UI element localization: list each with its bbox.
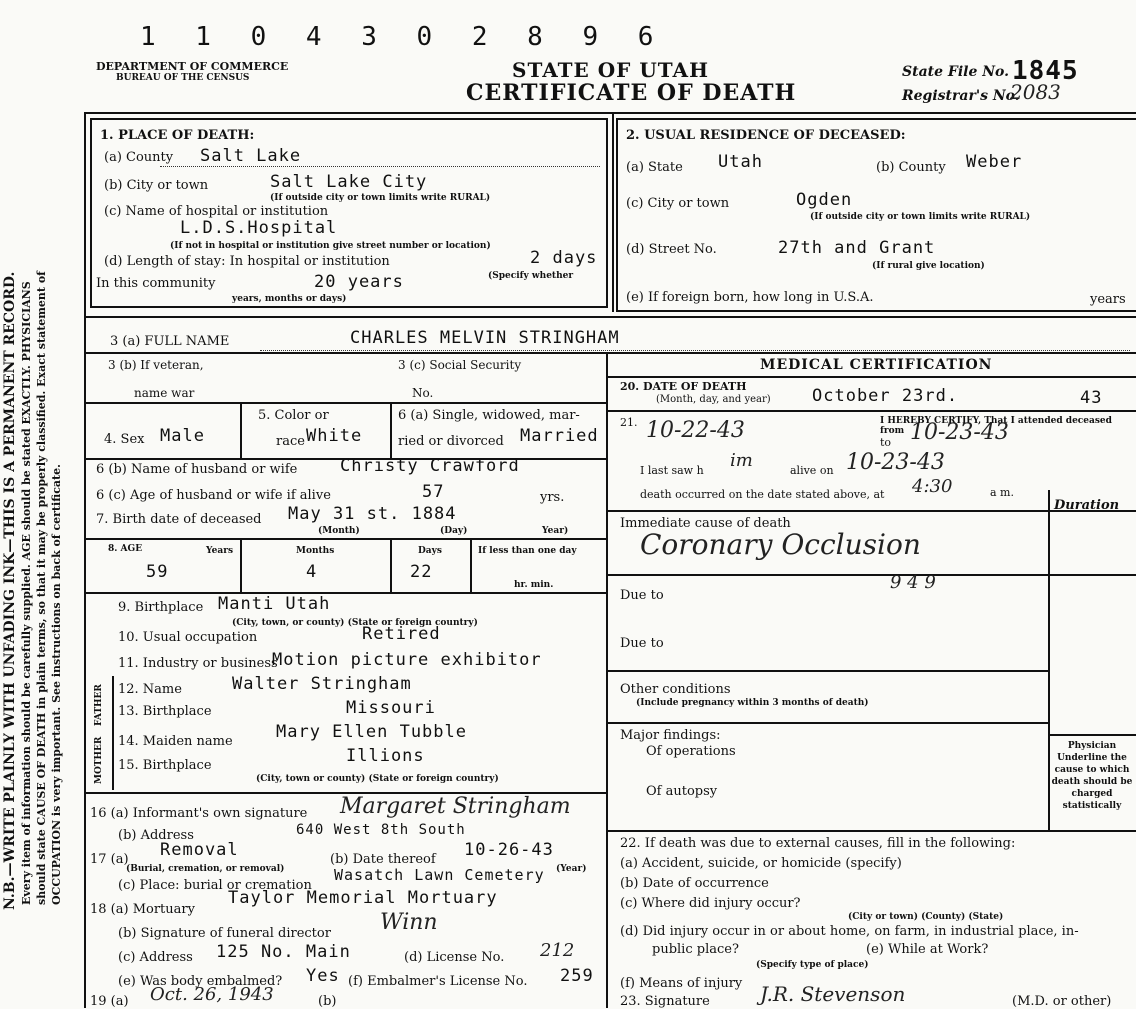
death-county: Salt Lake xyxy=(200,146,302,166)
mother-birthplace: Illions xyxy=(346,746,425,766)
hr-min-label: hr. min. xyxy=(514,580,554,590)
date-thereof-note: (Year) xyxy=(556,864,587,874)
burial-place: Wasatch Lawn Cemetery xyxy=(334,866,545,884)
registrar-number: 2083 xyxy=(1010,80,1061,104)
attended-to: 10-23-43 xyxy=(910,420,1009,445)
embalmer-label: (f) Embalmer's License No. xyxy=(348,974,528,989)
spouse-age-label: 6 (c) Age of husband or wife if alive xyxy=(96,488,331,503)
city-label: (b) City or town xyxy=(104,178,209,193)
divider xyxy=(84,402,606,404)
death-occurred-label: death occurred on the date stated above, at xyxy=(640,488,885,501)
divider xyxy=(470,538,472,592)
spouse-label: 6 (b) Name of husband or wife xyxy=(96,462,298,477)
veteran-label: 3 (b) If veteran, xyxy=(108,358,204,372)
stay-value: 2 days xyxy=(530,248,598,268)
due-note: 9 4 9 xyxy=(890,572,936,593)
mortuary-label: 18 (a) Mortuary xyxy=(90,902,195,917)
last-saw-value: im xyxy=(730,450,753,471)
res-county: Weber xyxy=(966,152,1023,172)
certificate-serial: 1 1 0 4 3 0 2 8 9 6 xyxy=(140,22,666,52)
age-months: 4 xyxy=(306,562,318,582)
license-label: (d) License No. xyxy=(404,950,505,965)
external-causes-label: 22. If death was due to external causes, fill in the following: xyxy=(620,836,1016,851)
filed-label: 19 (a) xyxy=(90,994,129,1009)
divider xyxy=(84,538,606,540)
full-name-label: 3 (a) FULL NAME xyxy=(110,334,230,349)
ymd-note: years, months or days) xyxy=(232,294,347,304)
registrar-label: Registrar's No. xyxy=(902,88,1020,104)
accident-label: (a) Accident, suicide, or homicide (specify) xyxy=(620,856,902,871)
divider xyxy=(606,830,1136,832)
month-note: (Month) xyxy=(318,526,360,536)
divider xyxy=(240,402,242,458)
divider xyxy=(84,592,606,594)
birth-date: May 31 st. 1884 xyxy=(288,504,457,524)
side-note-3: should state CAUSE OF DEATH in plain terms, so that it may be properly classified. Exact statement of xyxy=(35,271,48,905)
field-line xyxy=(260,350,1130,351)
divider xyxy=(112,676,114,790)
res-street-label: (d) Street No. xyxy=(626,242,717,257)
age-years: 59 xyxy=(146,562,169,582)
father-name-label: 12. Name xyxy=(118,682,182,697)
dept-label: DEPARTMENT OF COMMERCE xyxy=(96,60,289,73)
medical-heading: MEDICAL CERTIFICATION xyxy=(760,357,993,373)
divider xyxy=(84,316,1136,318)
spouse-age: 57 xyxy=(422,482,445,502)
side-note-1: N.B.—WRITE PLAINLY WITH UNFADING INK—THIS IS A PERMANENT RECORD. xyxy=(2,271,18,910)
day-note: (Day) xyxy=(440,526,468,536)
means-label: (f) Means of injury xyxy=(620,976,743,991)
community-value: 20 years xyxy=(314,272,404,292)
ssn-no-label: No. xyxy=(412,386,434,400)
divider xyxy=(606,376,1136,378)
sex-value: Male xyxy=(160,426,205,446)
other-conditions-note: (Include pregnancy within 3 months of death) xyxy=(636,698,869,708)
birthplace: Manti Utah xyxy=(218,594,331,614)
res-foreign-label: (e) If foreign born, how long in U.S.A. xyxy=(626,290,874,305)
res-city: Ogden xyxy=(796,190,853,210)
side-note-4: OCCUPATION is very important. See instructions on back of certificate. xyxy=(50,464,63,905)
divider xyxy=(84,352,606,354)
bureau-label: BUREAU OF THE CENSUS xyxy=(116,73,250,83)
race-label: race xyxy=(276,434,305,449)
where-label: (c) Where did injury occur? xyxy=(620,896,801,911)
res-city-note: (If outside city or town limits write RURAL) xyxy=(810,212,1031,222)
director-sig-label: (b) Signature of funeral director xyxy=(118,926,331,941)
burial-value: Removal xyxy=(160,840,239,860)
mother-birthplace-note: (City, town or county) (State or foreign country) xyxy=(256,774,499,784)
county-label: (a) County xyxy=(104,150,174,165)
specify-note: (Specify whether xyxy=(488,271,574,281)
operations-label: Of operations xyxy=(646,744,736,759)
mortuary: Taylor Memorial Mortuary xyxy=(228,888,498,908)
embalmer-number: 259 xyxy=(560,966,594,986)
stay-label: (d) Length of stay: In hospital or institution xyxy=(104,254,390,269)
dod-note: (Month, day, and year) xyxy=(656,394,771,405)
certify-number: 21. xyxy=(620,416,638,429)
dod-label: 20. DATE OF DEATH xyxy=(620,380,747,393)
last-saw-label: I last saw h xyxy=(640,464,704,477)
mother-name-label: 14. Maiden name xyxy=(118,734,233,749)
date-thereof: 10-26-43 xyxy=(464,840,554,860)
hospital-name: L.D.S.Hospital xyxy=(180,218,338,238)
divider xyxy=(240,538,242,592)
other-conditions-label: Other conditions xyxy=(620,682,731,697)
father-side-label: FATHER xyxy=(94,684,104,726)
full-name: CHARLES MELVIN STRINGHAM xyxy=(350,328,620,348)
divider xyxy=(390,538,392,592)
am-pm: a m. xyxy=(990,486,1014,499)
md-label: (M.D. or other) xyxy=(1012,994,1112,1009)
immediate-cause-label: Immediate cause of death xyxy=(620,516,791,531)
license-number: 212 xyxy=(540,940,575,961)
residence-heading: 2. USUAL RESIDENCE OF DECEASED: xyxy=(626,128,906,143)
hospital-note: (If not in hospital or institution give street number or location) xyxy=(170,241,491,251)
race-value: White xyxy=(306,426,363,446)
divider xyxy=(606,722,1048,724)
autopsy-label: Of autopsy xyxy=(646,784,718,799)
industry: Motion picture exhibitor xyxy=(272,650,542,670)
divider xyxy=(606,410,1136,412)
res-foreign-unit: years xyxy=(1090,292,1126,307)
birth-date-label: 7. Birth date of deceased xyxy=(96,512,262,527)
home-label-2: public place? xyxy=(652,942,739,957)
divider xyxy=(1048,734,1136,736)
major-findings-label: Major findings: xyxy=(620,728,721,743)
hospital-label: (c) Name of hospital or institution xyxy=(104,204,329,219)
years-label: Years xyxy=(206,546,234,556)
days-label: Days xyxy=(418,546,442,556)
embalmed-label: (e) Was body embalmed? xyxy=(118,974,283,989)
date-of-death-year: 43 xyxy=(1080,388,1103,408)
burial-note: (Burial, cremation, or removal) xyxy=(126,864,285,874)
occurrence-label: (b) Date of occurrence xyxy=(620,876,769,891)
res-street-note: (If rural give location) xyxy=(872,261,985,271)
burial-label: 17 (a) xyxy=(90,852,129,867)
time-of-death: 4:30 xyxy=(912,476,953,497)
state-file-label: State File No. xyxy=(902,64,1010,80)
months-label: Months xyxy=(296,546,335,556)
embalmed-value: Yes xyxy=(306,966,340,986)
informant-sig-label: 16 (a) Informant's own signature xyxy=(90,806,308,821)
due-to-2-label: Due to xyxy=(620,636,664,651)
city-note: (If outside city or town limits write RURAL) xyxy=(270,193,491,203)
marital-label-1: 6 (a) Single, widowed, mar- xyxy=(398,408,580,423)
funeral-address-label: (c) Address xyxy=(118,950,193,965)
year-note: Year) xyxy=(542,526,569,536)
alive-on-label: alive on xyxy=(790,464,834,477)
sex-label: 4. Sex xyxy=(104,432,145,447)
date-of-death: October 23rd. xyxy=(812,386,959,406)
field-line xyxy=(160,166,600,167)
physician-signature: J.R. Stevenson xyxy=(760,982,906,1006)
informant-address: 640 West 8th South xyxy=(296,822,466,838)
divider xyxy=(390,402,392,458)
divider xyxy=(612,112,614,312)
filed-date: Oct. 26, 1943 xyxy=(150,984,274,1005)
where-note: (City or town) (County) (State) xyxy=(848,912,1004,922)
filed-b-label: (b) xyxy=(318,994,337,1009)
ssn-label: 3 (c) Social Security xyxy=(398,358,522,372)
marital-value: Married xyxy=(520,426,599,446)
birthplace-label: 9. Birthplace xyxy=(118,600,204,615)
certify-text: I HEREBY CERTIFY, That I attended deceased from xyxy=(880,416,1112,436)
informant-address-label: (b) Address xyxy=(118,828,194,843)
mother-side-label: MOTHER xyxy=(94,736,104,784)
attended-to-label: to xyxy=(880,436,892,449)
occupation: Retired xyxy=(362,624,441,644)
director-signature: Winn xyxy=(380,910,438,935)
funeral-address: 125 No. Main xyxy=(216,942,351,962)
alive-on-date: 10-23-43 xyxy=(846,450,945,475)
res-city-label: (c) City or town xyxy=(626,196,730,211)
state-file-number: 1845 xyxy=(1012,56,1079,86)
birthplace-note: (City, town, or county) (State or foreign country) xyxy=(232,618,478,628)
duration-label: Duration xyxy=(1054,498,1120,513)
attended-from: 10-22-43 xyxy=(646,418,745,443)
divider xyxy=(606,352,608,1008)
name-war-label: name war xyxy=(134,386,195,400)
occupation-label: 10. Usual occupation xyxy=(118,630,258,645)
physician-sig-label: 23. Signature xyxy=(620,994,710,1009)
father-birthplace: Missouri xyxy=(346,698,436,718)
state-title: STATE OF UTAH xyxy=(512,58,709,82)
place-of-death-heading: 1. PLACE OF DEATH: xyxy=(100,128,255,143)
spouse-name: Christy Crawford xyxy=(340,456,520,476)
age-days: 22 xyxy=(410,562,433,582)
divider xyxy=(606,352,1136,354)
father-name: Walter Stringham xyxy=(232,674,412,694)
place-label: (c) Place: burial or cremation xyxy=(118,878,312,893)
death-city: Salt Lake City xyxy=(270,172,428,192)
side-note-2: Every item of information should be carefully supplied. AGE should be stated EXACTLY. PHYSICIANS xyxy=(20,281,33,905)
industry-label: 11. Industry or business xyxy=(118,656,278,671)
res-county-label: (b) County xyxy=(876,160,946,175)
res-state-label: (a) State xyxy=(626,160,683,175)
res-state: Utah xyxy=(718,152,763,172)
age-label: 8. AGE xyxy=(108,544,143,554)
home-label-1: (d) Did injury occur in or about home, on farm, in industrial place, in- xyxy=(620,924,1079,939)
color-label: 5. Color or xyxy=(258,408,329,423)
mother-name: Mary Ellen Tubble xyxy=(276,722,467,742)
physician-note: Physician Underline the cause to which death should be charged statistically xyxy=(1051,741,1133,811)
divider xyxy=(606,670,1048,672)
marital-label-2: ried or divorced xyxy=(398,434,504,449)
immediate-cause: Coronary Occlusion xyxy=(640,528,921,561)
less-than-day-label: If less than one day xyxy=(478,546,577,556)
res-street: 27th and Grant xyxy=(778,238,936,258)
certificate-title: CERTIFICATE OF DEATH xyxy=(466,80,797,106)
community-label: In this community xyxy=(96,276,216,291)
yrs-label: yrs. xyxy=(540,490,565,505)
mother-birthplace-label: 15. Birthplace xyxy=(118,758,212,773)
work-label: (e) While at Work? xyxy=(866,942,989,957)
father-birthplace-label: 13. Birthplace xyxy=(118,704,212,719)
date-thereof-label: (b) Date thereof xyxy=(330,852,436,867)
due-to-1-label: Due to xyxy=(620,588,664,603)
divider xyxy=(606,574,1136,576)
specify-place-note: (Specify type of place) xyxy=(756,960,869,970)
informant-signature: Margaret Stringham xyxy=(340,794,571,819)
